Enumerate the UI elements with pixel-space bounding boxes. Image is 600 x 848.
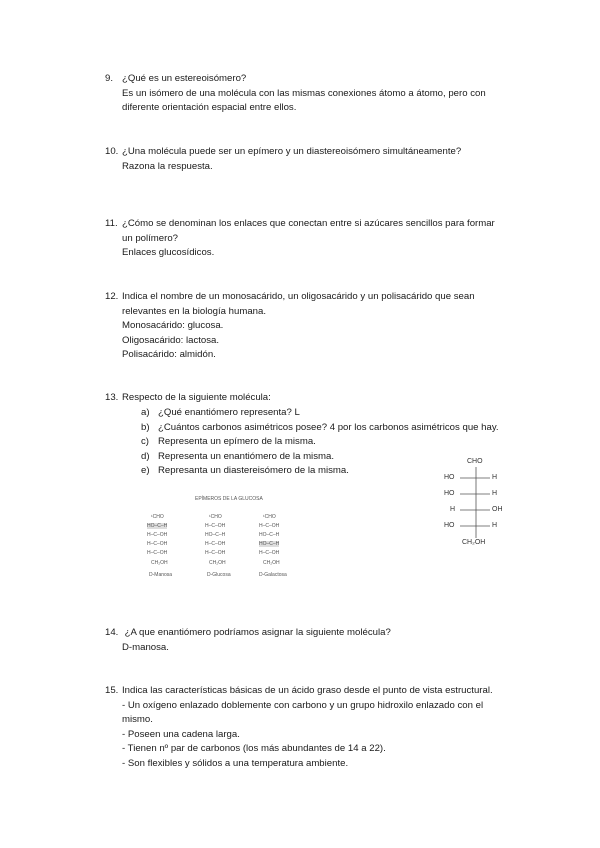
fischer-label: HO (444, 474, 455, 481)
fischer-projection (430, 456, 520, 551)
answer-line: - Un oxígeno enlazado doblemente con carbono y un grupo hidroxilo enlazado con el (122, 699, 484, 711)
question-text: Respecto de la siguiente molécula: (122, 392, 271, 403)
structure-text: H–C–OH (205, 541, 226, 547)
question-text: relevantes en la biología humana. (122, 305, 267, 317)
item-text: Representa un epímero de la misma. (158, 436, 316, 447)
item-label: a) (141, 407, 150, 418)
fischer-label: H (450, 506, 456, 513)
structure-text: CH₂OH (263, 560, 280, 566)
fischer-top: CHO (467, 458, 483, 465)
question-text: ¿Qué es un estereoisómero? (122, 73, 247, 84)
structure-name: D-Manosa (149, 572, 173, 578)
question-10 (105, 145, 535, 174)
structure-text: CH₂OH (151, 560, 168, 566)
question-12 (105, 290, 535, 363)
structure-text: ¹CHO (209, 514, 222, 520)
structure-text: H–C–OH (147, 532, 168, 538)
question-11 (105, 217, 535, 261)
answer-line: Polisacárido: almidón. (122, 349, 216, 360)
answer-line: Monosacárido: glucosa. (122, 320, 224, 331)
fischer-label: HO (444, 522, 455, 529)
item-text: Represanta un diastereisómero de la misma. (158, 465, 349, 476)
answer-line: Enlaces glucosídicos. (122, 247, 215, 258)
answer-line: diferente orientación espacial entre ellos. (122, 102, 297, 113)
question-number: 12. (105, 291, 119, 302)
answer-line: Razona la respuesta. (122, 160, 213, 172)
structure-text: H–C–OH (259, 523, 280, 529)
answer-line: - Poseen una cadena larga. (122, 728, 240, 740)
answer-line: Oligosacárido: lactosa. (122, 334, 220, 346)
fischer-label: H (492, 474, 498, 481)
question-number: 10. (105, 146, 119, 157)
answer-line: - Tienen nº par de carbonos (los más abundantes de 14 a 22). (122, 743, 386, 754)
structure-text: ¹CHO (151, 514, 164, 520)
question-15 (105, 684, 535, 771)
figure-title: EPÍMEROS DE LA GLUCOSA (195, 496, 263, 502)
item-text: Representa un enantiómero de la misma. (158, 450, 334, 462)
question-number: 13. (105, 392, 119, 403)
structure-text: H–C–OH (205, 523, 226, 529)
structure-text: H–C–OH (205, 550, 226, 556)
structure-text: ¹CHO (263, 514, 276, 520)
question-text: ¿Una molécula puede ser un epímero y un diastereoisómero simultáneamente? (122, 146, 462, 157)
question-number: 14. (105, 627, 119, 638)
question-number: 9. (105, 73, 114, 84)
structure-text: CH₂OH (209, 560, 226, 566)
structure-name: D-Glucosa (207, 572, 231, 578)
item-label: d) (141, 450, 150, 462)
fischer-label: H (492, 522, 498, 529)
structure-text: H–C–OH (259, 550, 280, 556)
structure-text: HO–C–H (147, 523, 168, 529)
answer-line: - Son flexibles y sólidos a una temperatura ambiente. (122, 757, 349, 769)
question-13 (105, 391, 535, 406)
fischer-label: HO (444, 490, 455, 497)
structure-text: H–C–OH (147, 550, 168, 556)
item-label: b) (141, 421, 150, 433)
item-text: ¿Qué enantiómero representa? L (158, 407, 300, 418)
fischer-label: OH (492, 506, 503, 513)
item-label: c) (141, 436, 149, 447)
structure-text: HO–C–H (259, 532, 280, 538)
question-text: ¿A que enantiómero podríamos asignar la siguiente molécula? (122, 627, 391, 638)
structure-name: D-Galactosa (259, 572, 287, 578)
question-text: Indica las características básicas de un ácido graso desde el punto de vista estructural. (122, 685, 493, 696)
question-number: 15. (105, 685, 119, 696)
fischer-bonds (430, 456, 520, 551)
question-text: Indica el nombre de un monosacárido, un oligosacárido y un polisacárido que sean (122, 291, 475, 302)
question-number: 11. (105, 218, 118, 229)
structure-text: HO–C–H (259, 541, 280, 547)
fischer-bottom: CH₂OH (462, 539, 486, 546)
answer-line: mismo. (122, 714, 153, 725)
item-label: e) (141, 465, 150, 476)
structure-text: HO–C–H (205, 532, 226, 538)
fischer-label: H (492, 490, 498, 497)
question-14 (105, 626, 535, 655)
epimers-figure (143, 496, 303, 581)
answer-line: Es un isómero de una molécula con las mismas conexiones átomo a átomo, pero con (122, 87, 486, 99)
item-text: ¿Cuántos carbonos asimétricos posee? 4 por los carbonos asimétricos que hay. (158, 421, 499, 433)
structure-text: H–C–OH (147, 541, 168, 547)
question-text: ¿Cómo se denominan los enlaces que conectan entre si azúcares sencillos para formar (122, 218, 495, 229)
question-text: un polímero? (122, 232, 178, 244)
question-9 (105, 72, 535, 116)
answer-line: D-manosa. (122, 641, 169, 653)
